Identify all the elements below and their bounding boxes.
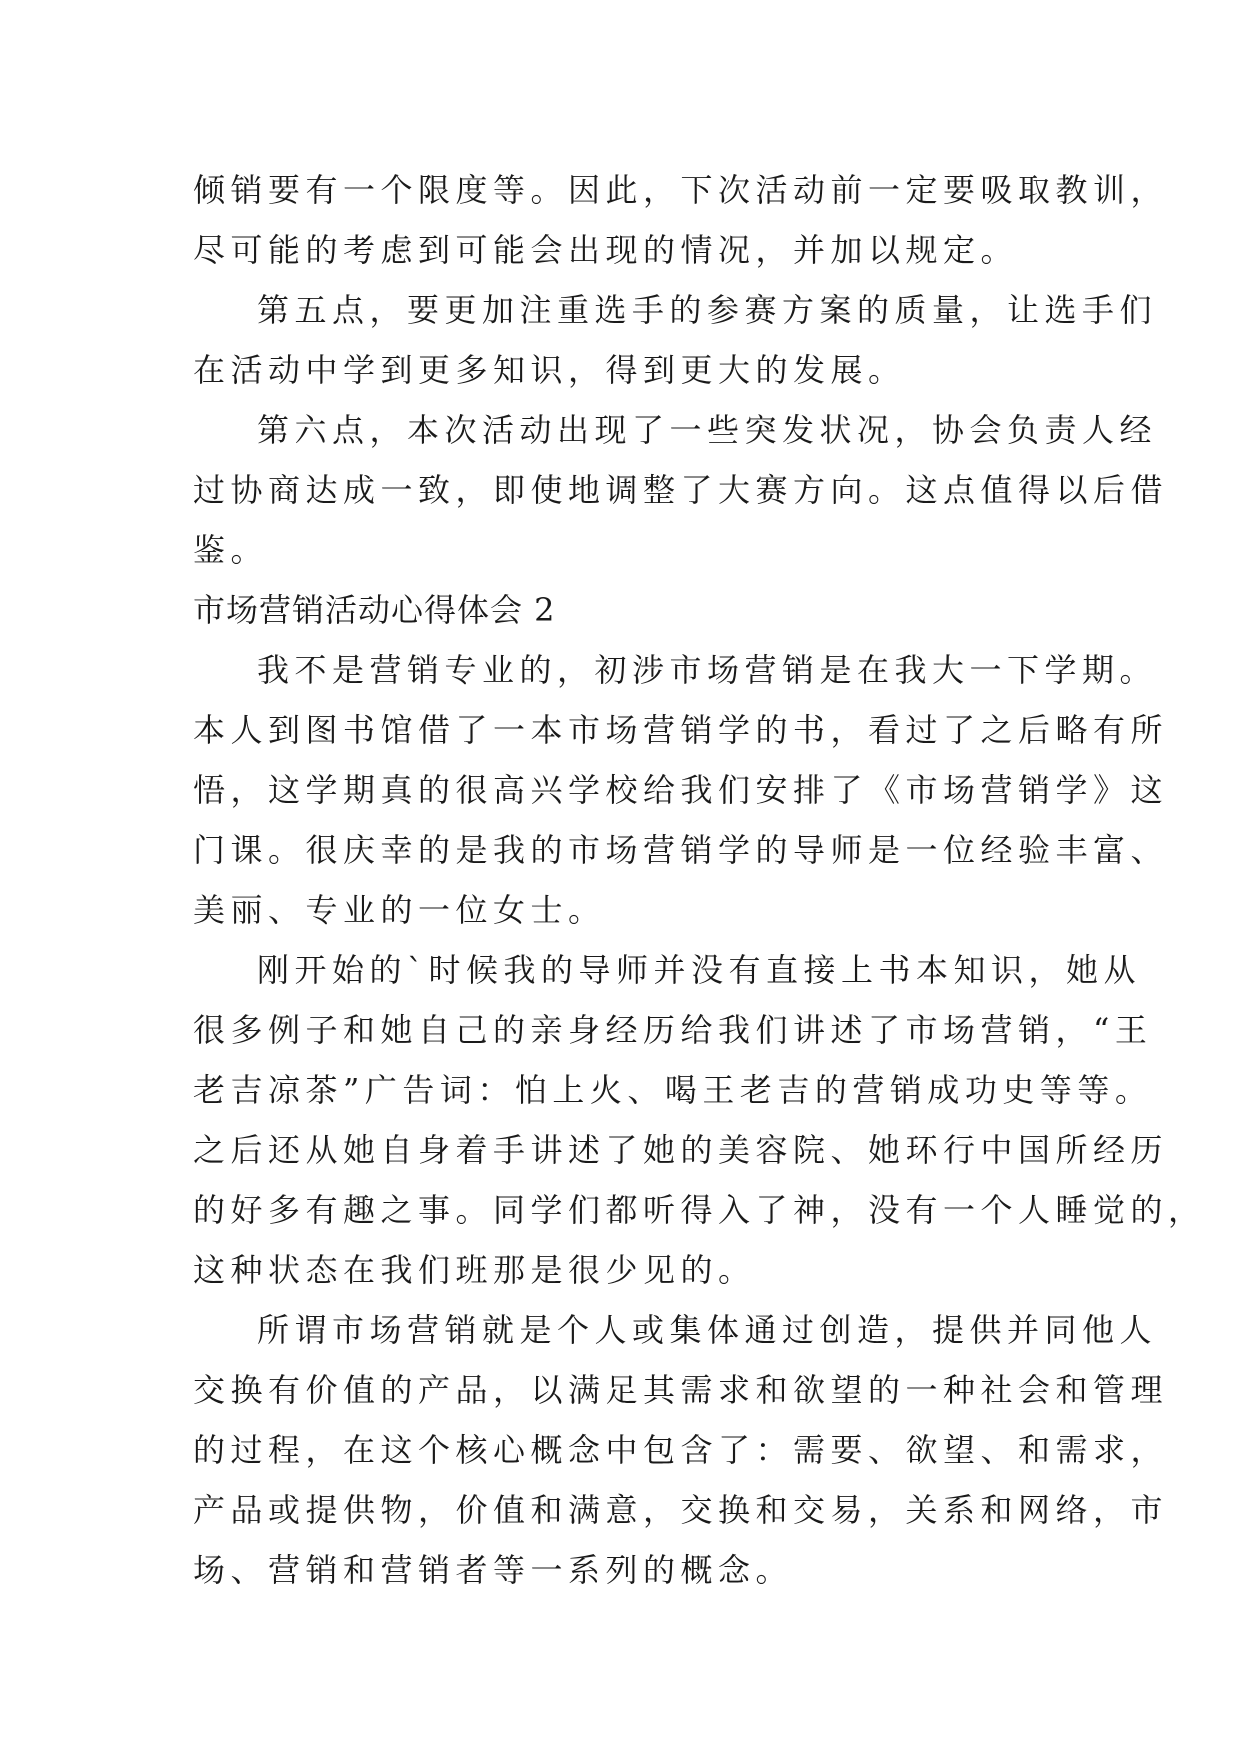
text-line: 鉴。	[193, 531, 269, 569]
text-line: 场、营销和营销者等一系列的概念。	[193, 1551, 794, 1589]
text-line: 老吉凉茶”广告词：怕上火、喝王老吉的营销成功史等等。	[193, 1071, 1153, 1109]
text-line: 交换有价值的产品，以满足其需求和欲望的一种社会和管理	[193, 1371, 1169, 1409]
text-line: 第六点，本次活动出现了一些突发状况，协会负责人经	[257, 411, 1158, 449]
text-line: 尽可能的考虑到可能会出现的情况，并加以规定。	[193, 231, 1019, 269]
text-line: 我不是营销专业的，初涉市场营销是在我大一下学期。	[257, 651, 1158, 689]
text-line: 美丽、专业的一位女士。	[193, 891, 606, 929]
document-page	[193, 160, 1206, 1600]
text-line: 过协商达成一致，即使地调整了大赛方向。这点值得以后借	[193, 471, 1169, 509]
paragraph	[193, 640, 1169, 940]
text-line: 的过程，在这个核心概念中包含了：需要、欲望、和需求，	[193, 1431, 1169, 1469]
section-title	[193, 580, 1073, 640]
text-line: 刚开始的`时候我的导师并没有直接上书本知识，她从	[257, 951, 1142, 989]
text-line: 倾销要有一个限度等。因此，下次活动前一定要吸取教训，	[193, 171, 1169, 209]
text-line: 本人到图书馆借了一本市场营销学的书，看过了之后略有所	[193, 711, 1169, 749]
paragraph	[193, 940, 1206, 1300]
text-line: 很多例子和她自己的亲身经历给我们讲述了市场营销，“王	[193, 1011, 1153, 1049]
paragraph	[193, 160, 1169, 280]
paragraph	[193, 280, 1158, 400]
text-line: 第五点，要更加注重选手的参赛方案的质量，让选手们	[257, 291, 1158, 329]
text-line: 之后还从她自身着手讲述了她的美容院、她环行中国所经历	[193, 1131, 1169, 1169]
paragraph	[193, 1300, 1169, 1600]
text-line: 产品或提供物，价值和满意，交换和交易，关系和网络，市	[193, 1491, 1169, 1529]
text-line: 门课。很庆幸的是我的市场营销学的导师是一位经验丰富、	[193, 831, 1169, 869]
text-line: 所谓市场营销就是个人或集体通过创造，提供并同他人	[257, 1311, 1158, 1349]
text-line: 的好多有趣之事。同学们都听得入了神，没有一个人睡觉的，	[193, 1191, 1206, 1229]
text-line: 这种状态在我们班那是很少见的。	[193, 1251, 756, 1289]
paragraph	[193, 400, 1169, 580]
text-line: 在活动中学到更多知识，得到更大的发展。	[193, 351, 906, 389]
section-title-text: 市场营销活动心得体会 2	[193, 591, 556, 629]
text-line: 悟，这学期真的很高兴学校给我们安排了《市场营销学》这	[193, 771, 1169, 809]
